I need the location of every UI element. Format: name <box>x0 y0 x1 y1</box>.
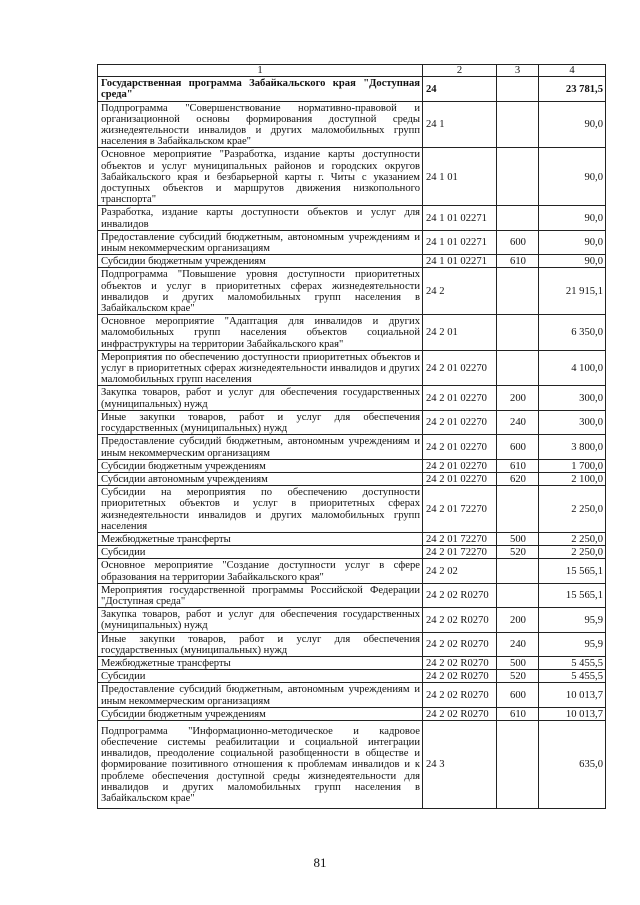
row-sum-cell: 95,9 <box>539 632 606 656</box>
row-sum-cell: 2 100,0 <box>539 472 606 485</box>
row-vr-cell: 500 <box>497 532 539 545</box>
row-sum-cell: 21 915,1 <box>539 268 606 315</box>
row-name-cell: Субсидии автономным учреждениям <box>98 472 423 485</box>
row-name-cell: Разработка, издание карты доступности объектов и услуг для инвалидов <box>98 206 423 230</box>
row-name-cell: Государственная программа Забайкальского края "Доступная среда" <box>98 77 423 101</box>
row-sum-cell: 3 800,0 <box>539 435 606 459</box>
row-sum-cell: 90,0 <box>539 206 606 230</box>
table-row <box>98 583 606 607</box>
row-code-cell: 24 2 02 R0270 <box>423 583 497 607</box>
row-code-cell: 24 2 01 72270 <box>423 486 497 533</box>
row-vr-cell <box>497 315 539 351</box>
row-name-cell: Субсидии бюджетным учреждениям <box>98 255 423 268</box>
row-vr-cell <box>497 148 539 206</box>
table-row <box>98 350 606 386</box>
row-code-cell: 24 2 01 02270 <box>423 472 497 485</box>
row-code-cell: 24 2 01 02270 <box>423 350 497 386</box>
row-sum-cell: 90,0 <box>539 230 606 254</box>
row-sum-cell: 2 250,0 <box>539 546 606 559</box>
row-code-cell: 24 2 02 R0270 <box>423 683 497 707</box>
row-sum-cell: 4 100,0 <box>539 350 606 386</box>
row-name-cell: Закупка товаров, работ и услуг для обеспечения государственных (муниципальных) нужд <box>98 386 423 410</box>
row-name-cell: Субсидии бюджетным учреждениям <box>98 707 423 720</box>
row-name-cell: Основное мероприятие "Разработка, издание карты доступности объектов и услуг муниципальных районов и городских округов Забайкальского края и безбарьерной карты г. Читы с указанием доступных объектов и маршрутов движения низкопольного транспорта" <box>98 148 423 206</box>
row-sum-cell: 15 565,1 <box>539 559 606 583</box>
row-vr-cell: 240 <box>497 410 539 434</box>
row-sum-cell: 300,0 <box>539 410 606 434</box>
row-sum-cell: 23 781,5 <box>539 77 606 101</box>
row-name-cell: Основное мероприятие "Создание доступности услуг в сфере образования на территории Забайкальского края" <box>98 559 423 583</box>
row-code-cell: 24 2 01 02270 <box>423 459 497 472</box>
row-vr-cell: 610 <box>497 459 539 472</box>
row-vr-cell: 200 <box>497 386 539 410</box>
table-row <box>98 707 606 720</box>
row-code-cell: 24 2 02 R0270 <box>423 670 497 683</box>
table-row <box>98 656 606 669</box>
table-row <box>98 670 606 683</box>
row-name-cell: Межбюджетные трансферты <box>98 532 423 545</box>
row-code-cell: 24 2 01 72270 <box>423 546 497 559</box>
row-name-cell: Субсидии <box>98 670 423 683</box>
row-vr-cell <box>497 350 539 386</box>
table-row <box>98 486 606 533</box>
row-sum-cell: 2 250,0 <box>539 532 606 545</box>
table-row <box>98 632 606 656</box>
row-name-cell: Межбюджетные трансферты <box>98 656 423 669</box>
row-sum-cell: 300,0 <box>539 386 606 410</box>
row-sum-cell: 1 700,0 <box>539 459 606 472</box>
row-vr-cell <box>497 101 539 148</box>
budget-table <box>97 64 606 809</box>
row-code-cell: 24 1 01 <box>423 148 497 206</box>
row-vr-cell <box>497 77 539 101</box>
table-row <box>98 559 606 583</box>
row-code-cell: 24 <box>423 77 497 101</box>
row-vr-cell: 200 <box>497 608 539 632</box>
row-sum-cell: 95,9 <box>539 608 606 632</box>
table-row <box>98 386 606 410</box>
row-code-cell: 24 2 <box>423 268 497 315</box>
table-row <box>98 101 606 148</box>
table-row <box>98 148 606 206</box>
row-code-cell: 24 3 <box>423 720 497 808</box>
row-code-cell: 24 2 01 72270 <box>423 532 497 545</box>
table-row <box>98 268 606 315</box>
row-vr-cell: 520 <box>497 546 539 559</box>
row-name-cell: Иные закупки товаров, работ и услуг для обеспечения государственных (муниципальных) нужд <box>98 410 423 434</box>
row-code-cell: 24 2 01 <box>423 315 497 351</box>
row-code-cell: 24 2 02 R0270 <box>423 632 497 656</box>
table-row <box>98 459 606 472</box>
row-name-cell: Подпрограмма "Информационно-методическое и кадровое обеспечение системы реабилитации и социальной интеграции инвалидов, преодоление социальной разобщенности в обществе и формирование позитивного отношения к проблемам инвалидов и к проблеме обеспечения доступной среды жизнедеятельности для инвалидов и других маломобильных групп населения в Забайкальском крае" <box>98 720 423 808</box>
header-col-3: 3 <box>497 65 539 77</box>
page-number: 81 <box>313 855 327 870</box>
row-code-cell: 24 1 01 02271 <box>423 255 497 268</box>
table-row <box>98 532 606 545</box>
row-sum-cell: 2 250,0 <box>539 486 606 533</box>
table-header-row <box>98 65 606 77</box>
table-row <box>98 683 606 707</box>
row-code-cell: 24 1 01 02271 <box>423 206 497 230</box>
row-sum-cell: 5 455,5 <box>539 670 606 683</box>
table-row <box>98 255 606 268</box>
row-sum-cell: 6 350,0 <box>539 315 606 351</box>
row-name-cell: Подпрограмма "Повышение уровня доступности приоритетных объектов и услуг в приоритетных сферах жизнедеятельности инвалидов и других маломобильных групп населения в Забайкальском крае" <box>98 268 423 315</box>
row-vr-cell: 620 <box>497 472 539 485</box>
row-name-cell: Предоставление субсидий бюджетным, автономным учреждениям и иным некоммерческим организациям <box>98 230 423 254</box>
row-vr-cell <box>497 486 539 533</box>
row-sum-cell: 10 013,7 <box>539 683 606 707</box>
header-col-4: 4 <box>539 65 606 77</box>
row-sum-cell: 10 013,7 <box>539 707 606 720</box>
row-vr-cell: 500 <box>497 656 539 669</box>
budget-table-body <box>98 65 606 809</box>
row-code-cell: 24 2 01 02270 <box>423 410 497 434</box>
row-name-cell: Мероприятия государственной программы Российской Федерации "Доступная среда" <box>98 583 423 607</box>
table-row <box>98 206 606 230</box>
row-vr-cell: 600 <box>497 230 539 254</box>
table-row <box>98 720 606 808</box>
row-vr-cell <box>497 206 539 230</box>
table-row <box>98 410 606 434</box>
row-vr-cell <box>497 583 539 607</box>
row-vr-cell: 600 <box>497 683 539 707</box>
row-vr-cell <box>497 559 539 583</box>
table-row <box>98 77 606 101</box>
row-sum-cell: 5 455,5 <box>539 656 606 669</box>
row-name-cell: Основное мероприятие "Адаптация для инвалидов и других маломобильных групп населения объектов социальной инфраструктуры на территории Забайкальского края" <box>98 315 423 351</box>
row-code-cell: 24 1 <box>423 101 497 148</box>
row-vr-cell: 520 <box>497 670 539 683</box>
row-name-cell: Мероприятия по обеспечению доступности приоритетных объектов и услуг в приоритетных сферах жизнедеятельности инвалидов и других маломобильных групп населения <box>98 350 423 386</box>
row-code-cell: 24 2 02 R0270 <box>423 656 497 669</box>
table-row <box>98 546 606 559</box>
row-code-cell: 24 2 01 02270 <box>423 386 497 410</box>
row-vr-cell <box>497 268 539 315</box>
row-sum-cell: 15 565,1 <box>539 583 606 607</box>
table-row <box>98 608 606 632</box>
row-sum-cell: 635,0 <box>539 720 606 808</box>
row-name-cell: Субсидии на мероприятия по обеспечению доступности приоритетных объектов и услуг в приоритетных сферах жизнедеятельности инвалидов и других маломобильных групп населения <box>98 486 423 533</box>
row-name-cell: Предоставление субсидий бюджетным, автономным учреждениям и иным некоммерческим организациям <box>98 683 423 707</box>
row-code-cell: 24 2 01 02270 <box>423 435 497 459</box>
table-row <box>98 315 606 351</box>
row-vr-cell: 610 <box>497 255 539 268</box>
row-code-cell: 24 2 02 R0270 <box>423 608 497 632</box>
row-name-cell: Субсидии бюджетным учреждениям <box>98 459 423 472</box>
row-code-cell: 24 2 02 <box>423 559 497 583</box>
row-sum-cell: 90,0 <box>539 255 606 268</box>
row-name-cell: Подпрограмма "Совершенствование нормативно-правовой и организационной основы формирования доступной среды жизнедеятельности инвалидов и других маломобильных групп населения в Забайкальском крае" <box>98 101 423 148</box>
header-col-1: 1 <box>98 65 423 77</box>
row-vr-cell: 600 <box>497 435 539 459</box>
row-name-cell: Иные закупки товаров, работ и услуг для обеспечения государственных (муниципальных) нужд <box>98 632 423 656</box>
row-vr-cell: 610 <box>497 707 539 720</box>
table-row <box>98 435 606 459</box>
row-name-cell: Закупка товаров, работ и услуг для обеспечения государственных (муниципальных) нужд <box>98 608 423 632</box>
row-sum-cell: 90,0 <box>539 148 606 206</box>
table-row <box>98 230 606 254</box>
row-name-cell: Субсидии <box>98 546 423 559</box>
row-code-cell: 24 2 02 R0270 <box>423 707 497 720</box>
row-name-cell: Предоставление субсидий бюджетным, автономным учреждениям и иным некоммерческим организациям <box>98 435 423 459</box>
header-col-2: 2 <box>423 65 497 77</box>
row-vr-cell: 240 <box>497 632 539 656</box>
row-vr-cell <box>497 720 539 808</box>
row-code-cell: 24 1 01 02271 <box>423 230 497 254</box>
table-row <box>98 472 606 485</box>
row-sum-cell: 90,0 <box>539 101 606 148</box>
